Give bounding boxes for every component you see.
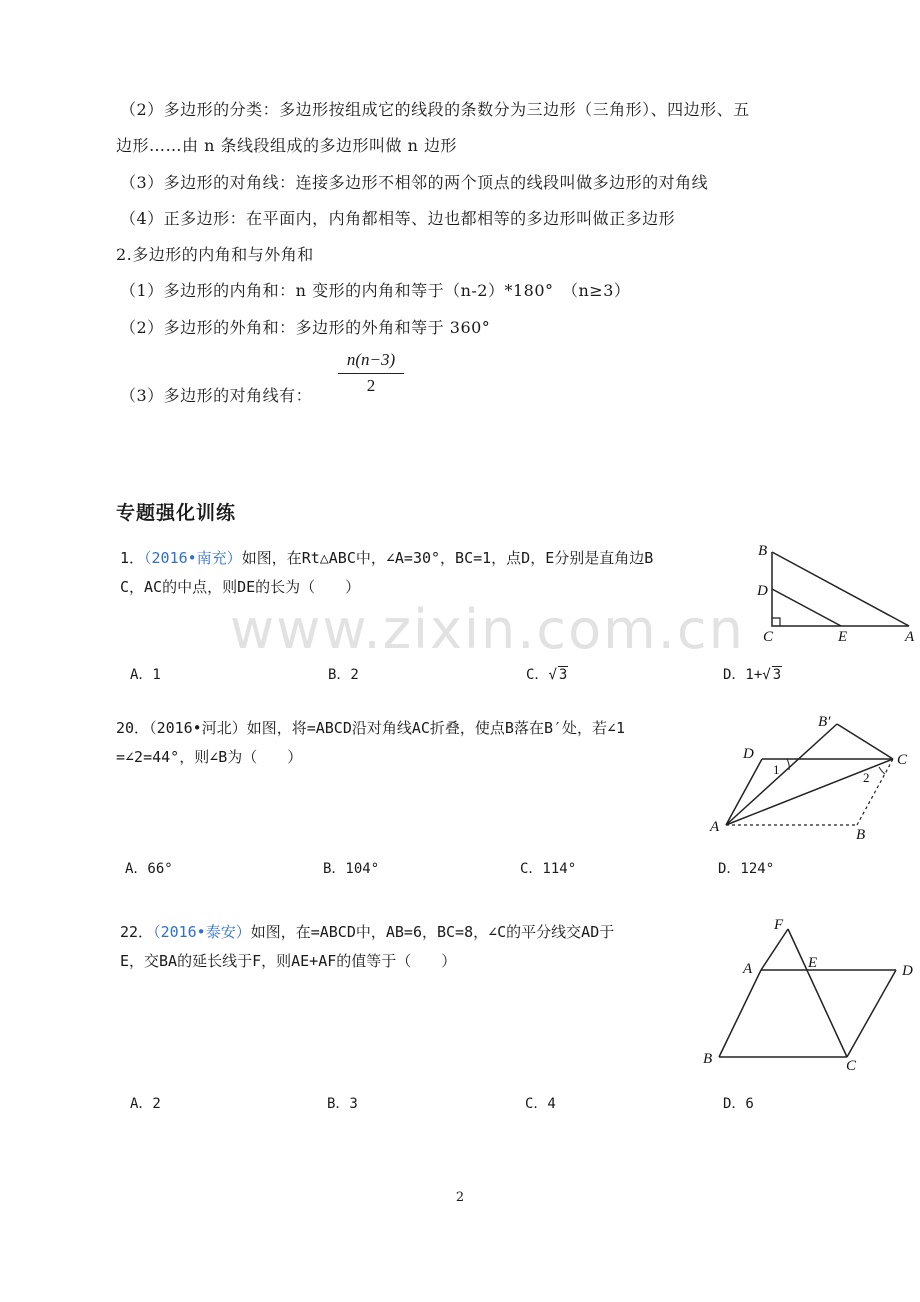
question-22-text2: E，交BA的延长线于F，则AE+AF的值等于（ ） xyxy=(120,952,457,970)
q20-option-c[interactable]: C．114° xyxy=(520,861,577,877)
question-20-text1: 如图，将=ABCD沿对角线AC折叠，使点B落在B′处，若∠1 xyxy=(246,719,626,737)
note-classification-line1: （2）多边形的分类：多边形按组成它的线段的条数分为三边形（三角形）、四边形、五 xyxy=(120,100,750,119)
q20-option-b[interactable]: B．104° xyxy=(323,861,380,877)
formula-numerator: n(n−3) xyxy=(338,350,404,374)
section-heading-angles: 2.多边形的内角和与外角和 xyxy=(116,245,314,264)
note-interior-angle-sum: （1）多边形的内角和：n 变形的内角和等于（n-2）*180° （n≥3） xyxy=(120,281,631,300)
watermark: www.zixin.com.cn xyxy=(230,598,745,661)
question-20 xyxy=(116,714,625,772)
question-20-text2: =∠2=44°，则∠B为（ ） xyxy=(116,748,303,766)
diagonal-formula xyxy=(338,350,404,396)
figure-q20-parallelogram xyxy=(705,708,915,843)
question-22-text1: 如图，在=ABCD中，AB=6，BC=8，∠C的平分线交AD于 xyxy=(250,923,615,941)
question-22 xyxy=(120,918,614,976)
note-diagonal-count: （3）多边形的对角线有： xyxy=(120,386,313,405)
question-1-text1: 如图，在Rt△ABC中，∠A=30°，BC=1，点D，E分别是直角边B xyxy=(241,549,654,567)
figure-q1-triangle xyxy=(745,540,920,645)
practice-heading: 专题强化训练 xyxy=(116,502,237,524)
question-20-line1 xyxy=(116,714,625,743)
q1-option-c-label: C． xyxy=(526,667,549,683)
note-diagonal-definition: （3）多边形的对角线：连接多边形不相邻的两个顶点的线段叫做多边形的对角线 xyxy=(120,173,709,192)
q20-label-A: A xyxy=(710,819,720,835)
q1-label-C: C xyxy=(763,629,774,645)
q20-label-D: D xyxy=(743,746,754,762)
q1-option-d-label: D．1+ xyxy=(723,667,763,683)
question-1 xyxy=(120,544,653,602)
question-1-number: 1． xyxy=(120,549,145,567)
figure-q22-parallelogram xyxy=(700,912,920,1077)
q1-label-B: B xyxy=(758,543,768,559)
question-22-number: 22． xyxy=(120,923,154,941)
question-20-source: （2016•河北） xyxy=(149,719,247,737)
q1-label-E: E xyxy=(838,629,848,645)
q22-label-F: F xyxy=(774,917,784,933)
question-1-text2: C，AC的中点，则DE的长为（ ） xyxy=(120,578,361,596)
q22-option-d[interactable]: D．6 xyxy=(723,1096,754,1112)
note-regular-polygon: （4）正多边形：在平面内，内角都相等、边也都相等的多边形叫做正多边形 xyxy=(120,209,676,228)
q1-label-D: D xyxy=(757,583,768,599)
page-number: 2 xyxy=(455,1190,465,1205)
q20-option-d[interactable]: D．124° xyxy=(718,861,775,877)
q1-option-d-radicand: 3 xyxy=(772,667,782,683)
q1-option-c-radical-sign: √ xyxy=(548,667,557,683)
question-20-number: 20． xyxy=(116,719,150,737)
question-1-line1 xyxy=(120,544,653,573)
question-22-line1 xyxy=(120,918,614,947)
q1-option-d[interactable] xyxy=(723,664,782,684)
q1-option-c[interactable] xyxy=(526,664,568,684)
question-1-source-link[interactable]: （2016•南充） xyxy=(144,549,242,567)
q20-label-C: C xyxy=(897,752,908,768)
q1-option-c-radicand: 3 xyxy=(558,667,568,683)
q20-option-a[interactable]: A．66° xyxy=(125,861,173,877)
note-exterior-angle-sum: （2）多边形的外角和：多边形的外角和等于 360° xyxy=(120,318,491,337)
q1-label-A: A xyxy=(905,629,915,645)
q1-option-b[interactable]: B．2 xyxy=(328,667,359,683)
q20-label-angle-2: 2 xyxy=(863,770,870,785)
q1-option-d-radical-sign: √ xyxy=(762,667,771,683)
formula-denominator: 2 xyxy=(366,376,376,395)
q20-label-B-prime: B′ xyxy=(818,714,831,730)
note-classification-line2: 边形……由 n 条线段组成的多边形叫做 n 边形 xyxy=(116,136,457,155)
q22-label-E: E xyxy=(808,955,818,971)
q22-label-C: C xyxy=(846,1058,857,1074)
q22-option-b[interactable]: B．3 xyxy=(327,1096,358,1112)
q20-label-angle-1: 1 xyxy=(773,762,780,777)
q22-label-D: D xyxy=(902,963,913,979)
question-22-source-link[interactable]: （2016•泰安） xyxy=(153,923,251,941)
q22-option-a[interactable]: A．2 xyxy=(130,1096,161,1112)
q22-option-c[interactable]: C．4 xyxy=(525,1096,556,1112)
q20-label-B: B xyxy=(856,827,866,843)
q22-label-B: B xyxy=(703,1051,713,1067)
q1-option-a[interactable]: A．1 xyxy=(130,667,161,683)
q22-label-A: A xyxy=(743,961,753,977)
